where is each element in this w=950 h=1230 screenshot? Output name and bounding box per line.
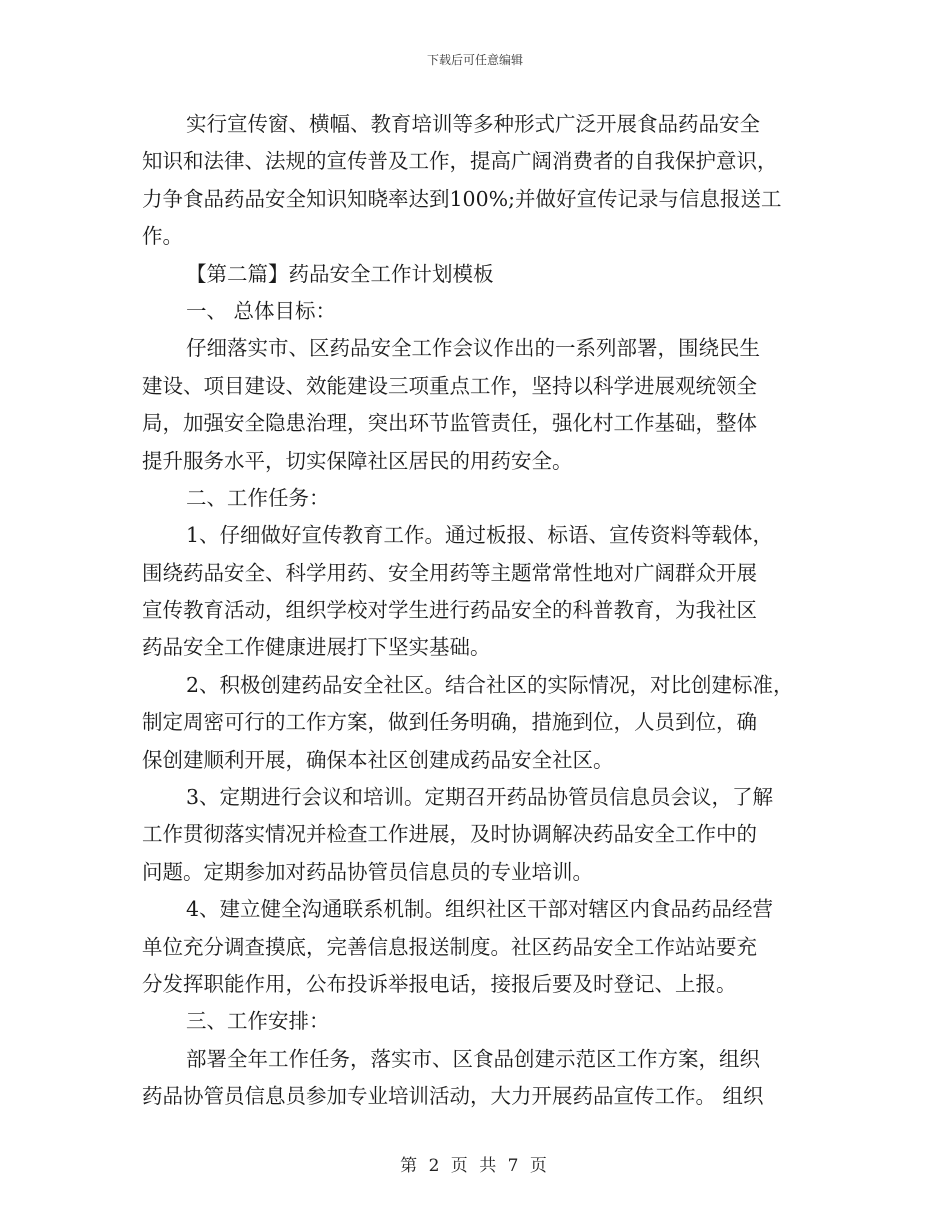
text-line: 提升服务水平，切实保障社区居民的用药安全。 (142, 448, 573, 473)
text-line: 实行宣传窗、横幅、教育培训等多种形式广泛开展食品药品安全 (186, 112, 760, 136)
text-line: 单位充分调查摸底，完善信息报送制度。社区药品安全工作站站要充 (142, 934, 757, 959)
text-line: 【第二篇】药品安全工作计划模板 (186, 261, 494, 286)
text-line: 仔细落实市、区药品安全工作会议作出的一系列部署，围绕民生 (186, 336, 760, 361)
text-line: 二、工作任务： (186, 485, 330, 510)
text-line: 一、 总体目标： (186, 298, 337, 323)
text-line: 问题。定期参加对药品协管员信息员的专业培训。 (142, 859, 593, 884)
document-body (142, 106, 822, 1116)
text-line: 工作贯彻落实情况并检查工作进展，及时协调解决药品安全工作中的 (142, 822, 757, 847)
text-line: 局，加强安全隐患治理，突出环节监管责任，强化村工作基础，整体 (142, 411, 757, 436)
text-line: 药品安全工作健康进展打下坚实基础。 (142, 635, 491, 660)
text-line: 4、建立健全沟通联系机制。组织社区干部对辖区内食品药品经营 (186, 897, 774, 922)
text-line: 知识和法律、法规的宣传普及工作，提高广阔消费者的自我保护意识， (142, 149, 778, 174)
text-line: 宣传教育活动，组织学校对学生进行药品安全的科普教育，为我社区 (142, 598, 757, 623)
text-line: 围绕药品安全、科学用药、安全用药等主题常常性地对广阔群众开展 (142, 560, 757, 585)
text-line: 建设、项目建设、效能建设三项重点工作，坚持以科学进展观统领全 (142, 373, 757, 398)
text-line: 部署全年工作任务，落实市、区食品创建示范区工作方案，组织 (186, 1046, 760, 1071)
text-line: 2、积极创建药品安全社区。结合社区的实际情况，对比创建标准， (186, 672, 794, 697)
text-line: 作。 (142, 224, 183, 249)
text-line: 三、工作安排： (186, 1009, 330, 1034)
text-line: 药品协管员信息员参加专业培训活动，大力开展药品宣传工作。 组织 (142, 1084, 764, 1109)
text-line: 制定周密可行的工作方案，做到任务明确，措施到位，人员到位，确 (142, 710, 757, 735)
text-line: 3、定期进行会议和培训。定期召开药品协管员信息员会议，了解 (186, 785, 774, 810)
text-line: 1、仔细做好宣传教育工作。通过板报、标语、宣传资料等载体， (186, 523, 774, 548)
page-header: 下载后可任意编辑 (426, 53, 523, 67)
text-line: 分发挥职能作用，公布投诉举报电话，接报后要及时登记、上报。 (142, 971, 737, 996)
text-line: 保创建顺利开展，确保本社区创建成药品安全社区。 (142, 747, 614, 772)
text-line: 力争食品药品安全知识知晓率达到100%;并做好宣传记录与信息报送工 (142, 186, 782, 211)
page-footer: 第 2 页 共 7 页 (400, 1156, 550, 1176)
